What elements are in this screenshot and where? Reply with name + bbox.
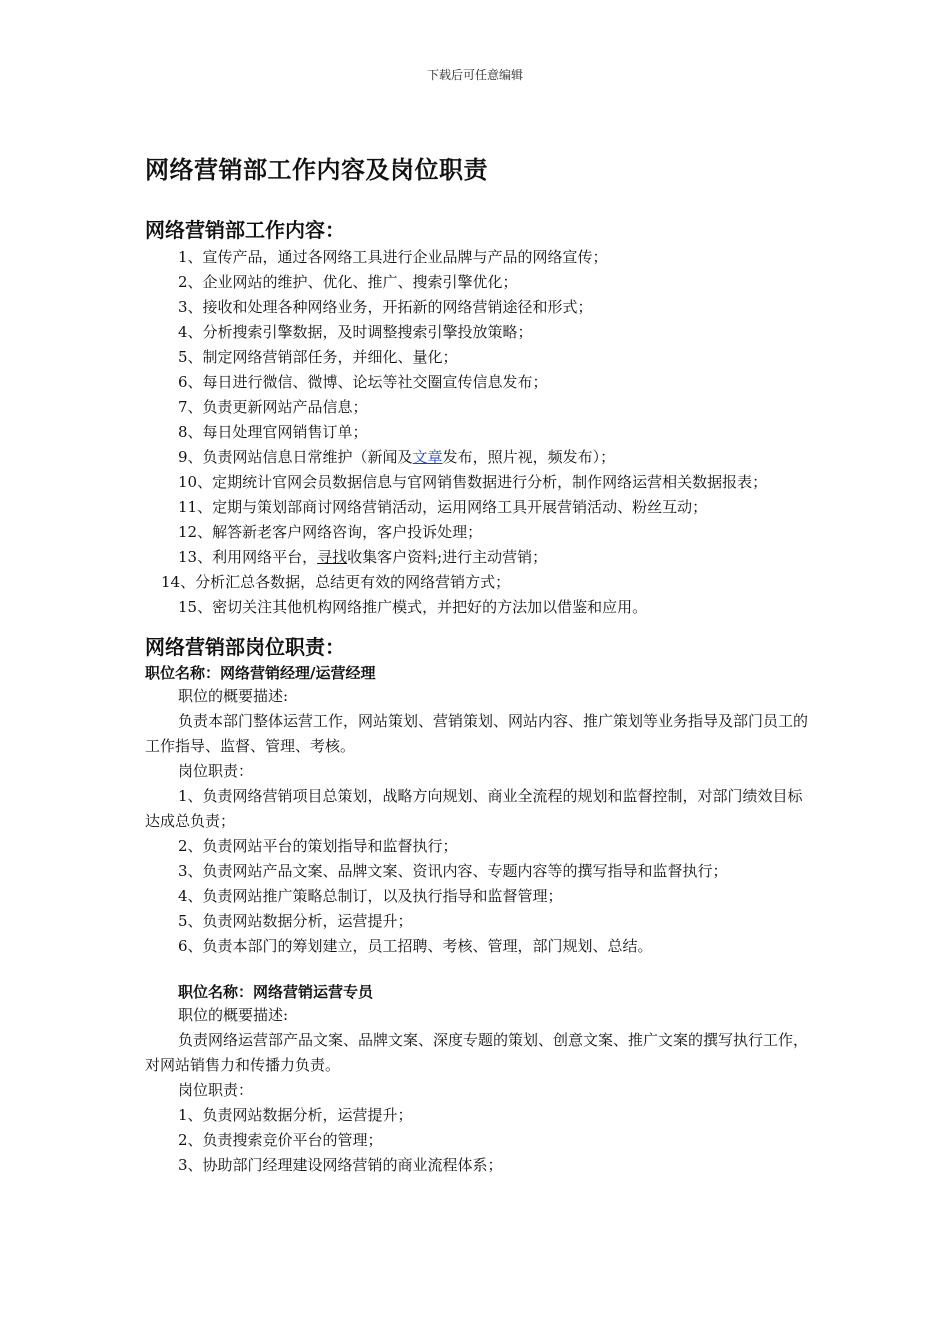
work-item-13-text-after: 收集客户资料;进行主动营销； bbox=[347, 548, 548, 566]
duties-section-heading: 网络营销部岗位职责： bbox=[145, 635, 345, 659]
work-item-15: 15、密切关注其他机构网络推广模式，并把好的方法加以借鉴和应用。 bbox=[178, 598, 648, 616]
position-1-duty-item: 6、负责本部门的筹划建立，员工招聘、考核、管理，部门规划、总结。 bbox=[178, 937, 653, 955]
work-item: 8、每日处理官网销售订单； bbox=[178, 423, 368, 441]
work-item: 7、负责更新网站产品信息； bbox=[178, 398, 368, 416]
work-item: 4、分析搜索引擎数据，及时调整搜索引擎投放策略； bbox=[178, 323, 533, 341]
work-item-14: 14、分析汇总各数据，总结更有效的网络营销方式； bbox=[161, 573, 511, 591]
work-item: 12、解答新老客户网络咨询，客户投诉处理； bbox=[178, 523, 483, 541]
document-body bbox=[145, 150, 810, 1178]
position-1-summary: 负责本部门整体运营工作，网站策划、营销策划、网站内容、推广策划等业务指导及部门员工的工作指导、监督、管理、考核。 bbox=[145, 712, 809, 755]
position-2-duty-item: 1、负责网站数据分析，运营提升； bbox=[178, 1106, 413, 1124]
position-1-duty-item: 1、负责网络营销项目总策划，战略方向规划、商业全流程的规划和监督控制，对部门绩效目标达成总负责； bbox=[145, 787, 803, 830]
position-1-summary-label: 职位的概要描述: bbox=[178, 687, 289, 705]
underlined-word: 寻找 bbox=[317, 548, 348, 566]
work-section-heading: 网络营销部工作内容： bbox=[145, 218, 345, 242]
position-1-name: 职位名称：网络营销经理/运营经理 bbox=[145, 664, 376, 682]
work-item: 3、接收和处理各种网络业务，开拓新的网络营销途径和形式； bbox=[178, 298, 593, 316]
work-item: 1、宣传产品，通过各网络工具进行企业品牌与产品的网络宣传； bbox=[178, 248, 608, 266]
work-item: 5、制定网络营销部任务，并细化、量化； bbox=[178, 348, 458, 366]
position-2-duty-item: 3、协助部门经理建设网络营销的商业流程体系； bbox=[178, 1156, 503, 1174]
position-2-duty-item: 2、负责搜索竞价平台的管理； bbox=[178, 1131, 383, 1149]
position-1-duty-item: 5、负责网站数据分析，运营提升； bbox=[178, 912, 413, 930]
work-item: 11、定期与策划部商讨网络营销活动，运用网络工具开展营销活动、粉丝互动； bbox=[178, 498, 708, 516]
work-item-13 bbox=[145, 545, 810, 570]
position-2-name: 职位名称：网络营销运营专员 bbox=[178, 983, 374, 1001]
document-title: 网络营销部工作内容及岗位职责 bbox=[145, 156, 488, 184]
work-item-9 bbox=[145, 445, 810, 470]
article-link[interactable]: 文章 bbox=[412, 448, 443, 466]
position-2-summary-label: 职位的概要描述: bbox=[178, 1006, 289, 1024]
work-item: 10、定期统计官网会员数据信息与官网销售数据进行分析，制作网络运营相关数据报表； bbox=[178, 473, 768, 491]
work-item-13-text-before: 13、利用网络平台， bbox=[178, 548, 318, 566]
work-item: 2、企业网站的维护、优化、推广、搜索引擎优化； bbox=[178, 273, 518, 291]
position-1-duty-item: 3、负责网站产品文案、品牌文案、资讯内容、专题内容等的撰写指导和监督执行； bbox=[178, 862, 728, 880]
position-2-duties-label: 岗位职责： bbox=[178, 1081, 254, 1099]
position-2-summary: 负责网络运营部产品文案、品牌文案、深度专题的策划、创意文案、推广文案的撰写执行工作，对网站销售力和传播力负责。 bbox=[145, 1031, 809, 1074]
position-1-duty-item: 2、负责网站平台的策划指导和监督执行； bbox=[178, 837, 458, 855]
work-item-9-text-before: 9、负责网站信息日常维护（新闻及 bbox=[178, 448, 413, 466]
work-item-9-text-after: 发布，照片视，频发布）； bbox=[442, 448, 616, 466]
position-1-duties-label: 岗位职责： bbox=[178, 762, 254, 780]
work-item: 6、每日进行微信、微博、论坛等社交圈宣传信息发布； bbox=[178, 373, 548, 391]
position-1-duty-item: 4、负责网站推广策略总制订，以及执行指导和监督管理； bbox=[178, 887, 563, 905]
page-header: 下载后可任意编辑 bbox=[426, 68, 523, 82]
